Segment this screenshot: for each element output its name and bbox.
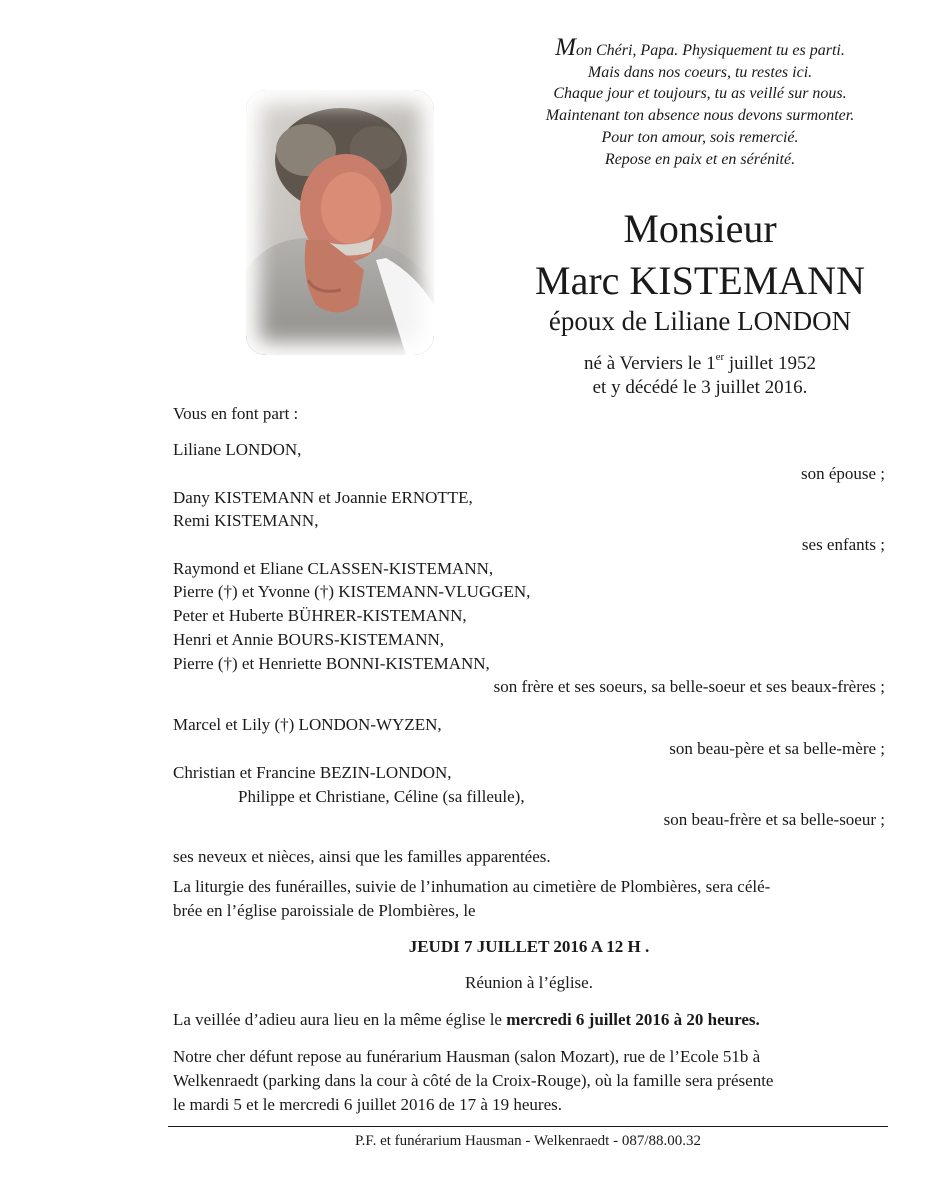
family-name: Dany KISTEMANN et Joannie ERNOTTE, xyxy=(173,488,473,507)
birth-line: né à Verviers le 1er juillet 1952 xyxy=(584,350,816,374)
birth-death-dates xyxy=(500,352,900,400)
poem xyxy=(500,34,900,170)
family-name: Liliane LONDON, xyxy=(173,440,302,459)
family-name: Raymond et Eliane CLASSEN-KISTEMANN, xyxy=(173,559,494,578)
poem-line-3: Chaque jour et toujours, tu as veillé sur nous. xyxy=(553,85,847,103)
poem-line-2: Mais dans nos coeurs, tu restes ici. xyxy=(587,63,813,81)
deceased-name: Marc KISTEMANN xyxy=(535,258,865,303)
rest-info-line-3: le mardi 5 et le mercredi 6 juillet 2016 de 17 à 19 heures. xyxy=(173,1095,562,1114)
family-name: Peter et Huberte BÜHRER-KISTEMANN, xyxy=(173,606,467,625)
announcement-intro: Vous en font part : xyxy=(173,404,299,423)
rest-info-line-2: Welkenraedt (parking dans la cour à côté de la Croix-Rouge), où la famille sera présente xyxy=(173,1071,774,1090)
extended-family: ses neveux et nièces, ainsi que les familles apparentées. xyxy=(173,847,551,866)
portrait-illustration xyxy=(246,90,434,355)
family-relation: son beau-père et sa belle-mère ; xyxy=(669,739,885,758)
family-name: Christian et Francine BEZIN-LONDON, xyxy=(173,763,452,782)
family-relation: son épouse ; xyxy=(800,464,885,483)
family-name: Henri et Annie BOURS-KISTEMANN, xyxy=(173,630,445,649)
poem-line-4: Maintenant ton absence nous devons surmonter. xyxy=(545,107,855,125)
deceased-spouse: époux de Liliane LONDON xyxy=(548,306,852,336)
family-name: Philippe et Christiane, Céline (sa filleule), xyxy=(238,787,525,806)
funeral-date-time: JEUDI 7 JUILLET 2016 A 12 H . xyxy=(408,937,650,956)
rest-info-line-1: Notre cher défunt repose au funérarium Hausman (salon Mozart), rue de l’Ecole 51b à xyxy=(173,1047,761,1066)
portrait-photo xyxy=(246,90,434,355)
family-relation: son frère et ses soeurs, sa belle-soeur et ses beaux-frères ; xyxy=(493,677,885,696)
poem-drop-letter: M xyxy=(555,34,576,61)
funeral-home-footer: P.F. et funérarium Hausman - Welkenraedt - 087/88.00.32 xyxy=(355,1133,701,1149)
family-relation: son beau-frère et sa belle-soeur ; xyxy=(663,810,885,829)
death-line: et y décédé le 3 juillet 2016. xyxy=(592,377,808,398)
footer-divider xyxy=(168,1126,888,1127)
poem-line-1: Mon Chéri, Papa. Physiquement tu es parti. xyxy=(555,34,845,61)
family-name: Pierre (†) et Henriette BONNI-KISTEMANN, xyxy=(173,654,490,673)
deceased-title: Monsieur xyxy=(623,206,777,251)
poem-line-6: Repose en paix et en sérénité. xyxy=(604,150,796,168)
liturgy-text-line-1: La liturgie des funérailles, suivie de l’inhumation au cimetière de Plombières, sera célé- xyxy=(173,877,771,896)
poem-line-5: Pour ton amour, sois remercié. xyxy=(601,128,799,146)
family-relation: ses enfants ; xyxy=(801,535,885,554)
family-name: Pierre (†) et Yvonne (†) KISTEMANN-VLUGGEN, xyxy=(173,582,531,601)
liturgy-text-line-2: brée en l’église paroissiale de Plombières, le xyxy=(173,901,476,920)
family-name: Marcel et Lily (†) LONDON-WYZEN, xyxy=(173,715,442,734)
vigil-info: La veillée d’adieu aura lieu en la même église le mercredi 6 juillet 2016 à 20 heures. xyxy=(173,1010,760,1029)
meeting-place: Réunion à l’église. xyxy=(465,973,593,992)
family-name: Remi KISTEMANN, xyxy=(173,511,319,530)
